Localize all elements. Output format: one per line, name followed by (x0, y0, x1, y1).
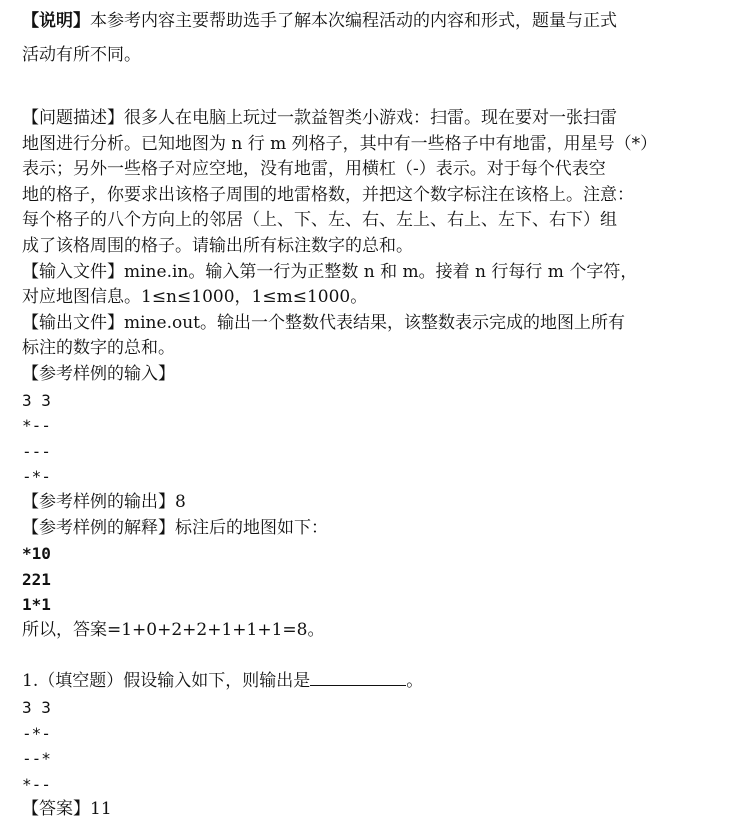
sample-output-value: 8 (175, 491, 186, 512)
desc-line: 【问题描述】很多人在电脑上玩过一款益智类小游戏：扫雷。现在要对一张扫雷 (22, 108, 617, 128)
document-page (22, 4, 730, 823)
sample-explain-text: 标注后的地图如下： (175, 517, 328, 538)
note-line-1 (22, 4, 730, 38)
input-file-line: 对应地图信息。1≤n≤1000，1≤m≤1000。 (22, 287, 368, 308)
explain-conclusion: 所以，答案=1+0+2+2+1+1+1=8。 (22, 619, 325, 640)
explain-grid-line: 221 (22, 569, 51, 589)
note-line-2: 活动有所不同。 (22, 45, 141, 65)
problem-section (22, 106, 730, 823)
desc-line: 地的格子，你要求出该格子周围的地雷格数，并把这个数字标注在该格上。注意： (22, 184, 634, 205)
question-input-line: -*- (22, 723, 51, 743)
note-text-1: 本参考内容主要帮助选手了解本次编程活动的内容和形式，题量与正式 (90, 11, 617, 31)
desc-line: 每个格子的八个方向上的邻居（上、下、左、右、左上、右上、左下、右下）组 (22, 210, 617, 231)
sample-input-line: -*- (22, 467, 51, 487)
answer-line (22, 797, 730, 823)
question-input-line: 3 3 (22, 698, 51, 718)
sample-input-line: --- (22, 441, 51, 461)
sample-input-label: 【参考样例的输入】 (22, 363, 175, 384)
desc-line: 地图进行分析。已知地图为 n 行 m 列格子，其中有一些格子中有地雷，用星号（*） (22, 133, 658, 154)
sample-input-line: *-- (22, 416, 51, 436)
input-file-line: 【输入文件】mine.in。输入第一行为正整数 n 和 m。接着 n 行每行 m 个字符， (22, 261, 638, 282)
question-input-line: *-- (22, 774, 51, 794)
desc-line: 成了该格周围的格子。请输出所有标注数字的总和。 (22, 235, 413, 256)
sample-output-line (22, 490, 730, 516)
note-section (22, 4, 730, 72)
question-prompt-end: 。 (406, 671, 424, 692)
sample-input-line: 3 3 (22, 390, 51, 410)
explain-grid-line: 1*1 (22, 595, 51, 615)
output-file-line: 【输出文件】mine.out。输出一个整数代表结果，该整数表示完成的地图上所有 (22, 312, 625, 333)
sample-explain-line (22, 516, 730, 542)
question-prompt (22, 669, 730, 695)
question-input-line: --* (22, 749, 51, 769)
sample-explain-label: 【参考样例的解释】 (22, 517, 175, 538)
sample-output-label: 【参考样例的输出】 (22, 491, 175, 512)
answer-label: 【答案】 (22, 799, 90, 820)
note-label: 【说明】 (22, 11, 90, 31)
desc-line: 表示；另外一些格子对应空地，没有地雷，用横杠（-）表示。对于每个代表空 (22, 159, 606, 180)
spacer (22, 643, 730, 669)
answer-blank (310, 671, 406, 686)
question-prompt-text: 1.（填空题）假设输入如下，则输出是 (22, 671, 311, 692)
explain-grid-line: *10 (22, 544, 51, 564)
output-file-line: 标注的数字的总和。 (22, 338, 175, 359)
answer-value: 11 (90, 799, 112, 820)
